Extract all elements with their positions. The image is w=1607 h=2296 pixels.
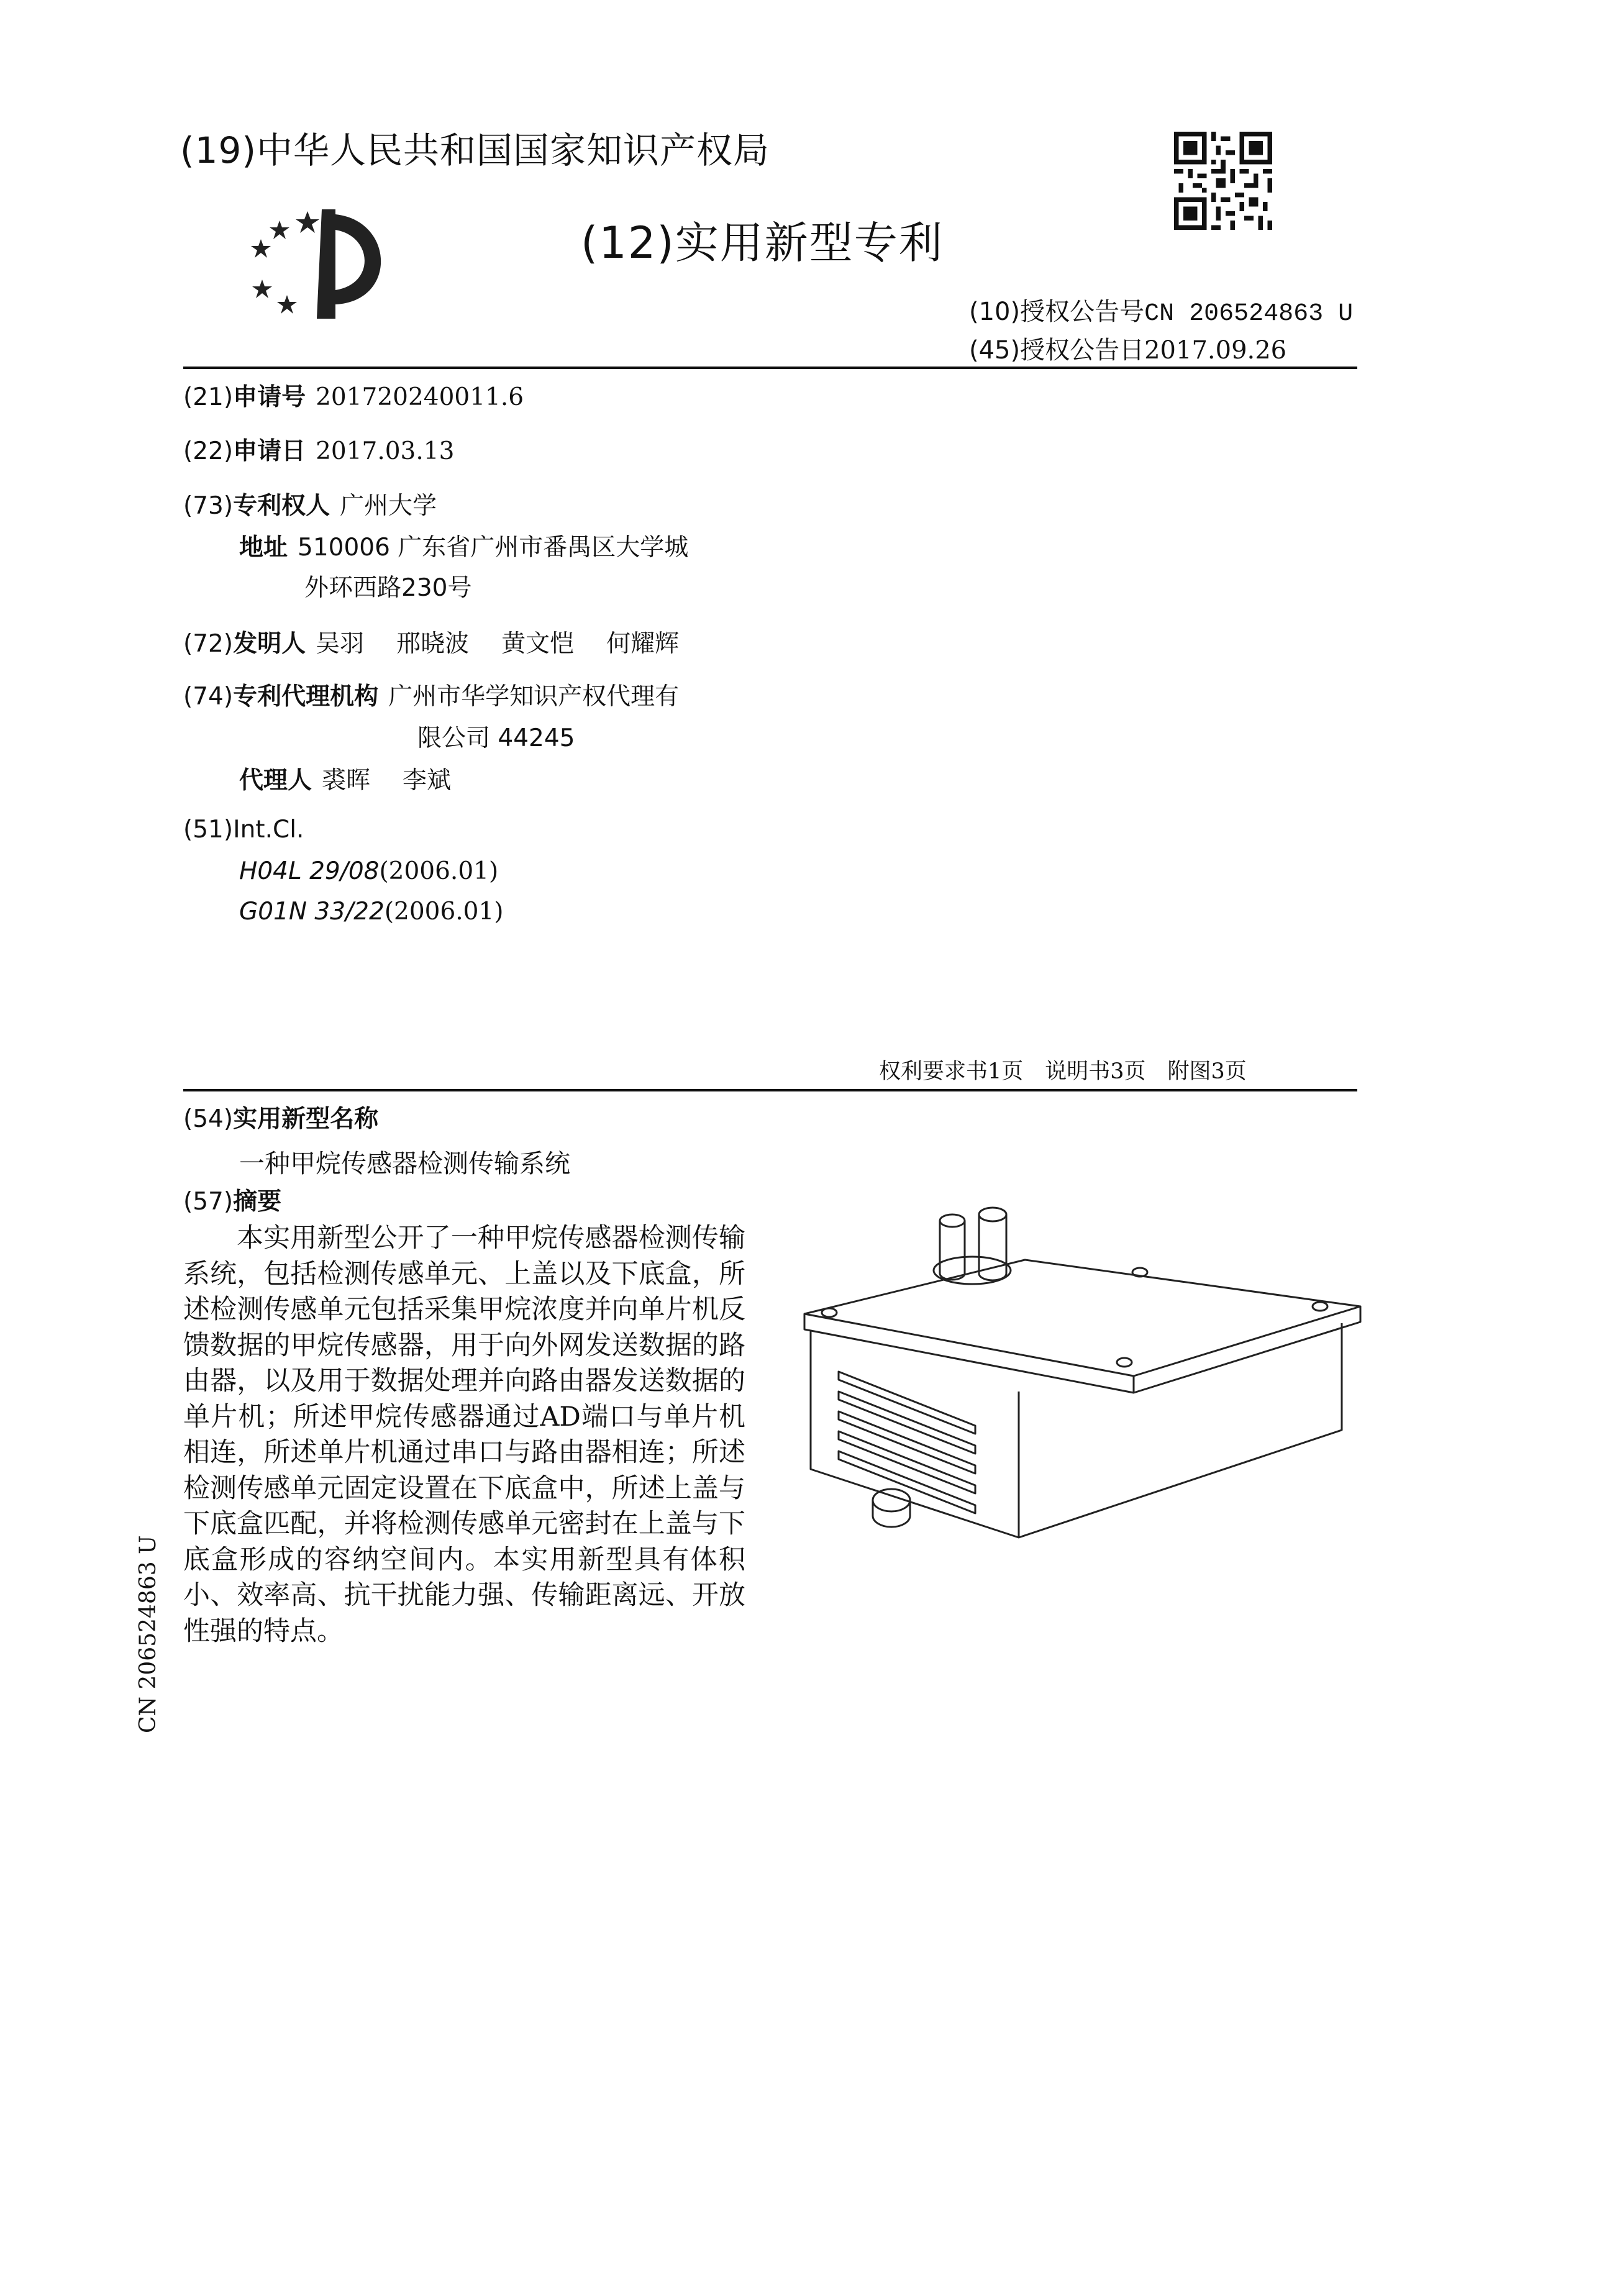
field-label: 地址 (239, 534, 288, 562)
address-line-1: 510006 广东省广州市番禺区大学城 (298, 534, 689, 562)
utility-model-title: 一种甲烷传感器检测传输系统 (239, 1149, 570, 1178)
agent-field (239, 761, 451, 796)
ipc-entry (239, 857, 498, 885)
address-line-2: 外环西路230号 (304, 574, 472, 602)
publication-number (969, 292, 1353, 328)
application-date-field (183, 432, 454, 467)
document-type: (12)实用新型专利 (581, 217, 944, 268)
page-counts: 权利要求书1页 说明书3页 附图3页 (879, 1059, 1247, 1084)
address-field (239, 528, 688, 563)
field-label: 专利权人 (233, 492, 330, 520)
agency-line-2: 限公司 44245 (417, 724, 575, 752)
ipc-entry (239, 898, 504, 926)
publication-date-value: 2017.09.26 (1144, 336, 1287, 365)
field-label: 代理人 (239, 767, 312, 795)
side-publication-code: CN 206524863 U (135, 1535, 161, 1733)
field-value: 广州大学 (340, 492, 437, 520)
ipc-version: (2006.01) (379, 857, 499, 885)
application-number-field (183, 378, 524, 412)
abstract-heading (183, 1182, 281, 1217)
inventor-name: 黄文恺 (501, 630, 575, 658)
field-value: 201720240011.6 (316, 383, 524, 411)
ipc-version: (2006.01) (384, 898, 504, 926)
field-label: 申请号 (233, 383, 306, 411)
field-label: 摘要 (233, 1188, 282, 1216)
field-label: 实用新型名称 (233, 1105, 379, 1133)
inventor-name: 邢晓波 (396, 630, 470, 658)
field-label: 申请日 (233, 437, 306, 465)
field-value: 2017.03.13 (316, 437, 455, 465)
ipc-class: H04L 29/08 (239, 857, 380, 885)
agency-line-1: 广州市华学知识产权代理有 (388, 683, 680, 711)
field-label: Int.Cl. (233, 816, 304, 844)
agency-field (183, 677, 679, 712)
device-drawing (795, 1187, 1373, 1572)
field-code: (72) (183, 630, 234, 658)
field-code: (73) (183, 492, 234, 520)
publication-date (969, 330, 1286, 366)
inventors-field (183, 624, 679, 659)
patentee-field (183, 486, 437, 521)
inventor-name: 吴羽 (316, 630, 365, 658)
ipc-field (183, 816, 304, 844)
field-code: (54) (183, 1105, 234, 1133)
header-divider (183, 367, 1357, 369)
publication-number-value: CN 206524863 U (1144, 300, 1354, 328)
publication-number-label: (10)授权公告号 (969, 298, 1145, 326)
publication-date-label: (45)授权公告日 (969, 336, 1145, 365)
field-code: (22) (183, 437, 234, 465)
field-label: 发明人 (233, 630, 306, 658)
field-code: (21) (183, 383, 234, 411)
field-code: (51) (183, 816, 234, 844)
inventor-name: 何耀辉 (606, 630, 680, 658)
cnipa-logo-icon (248, 208, 398, 326)
field-label: 专利代理机构 (233, 683, 379, 711)
section-divider (183, 1089, 1357, 1091)
issuing-office: (19)中华人民共和国国家知识产权局 (180, 129, 770, 171)
field-code: (74) (183, 683, 234, 711)
agent-name: 李斌 (403, 767, 452, 795)
agent-name: 裘晖 (322, 767, 371, 795)
abstract-text: 本实用新型公开了一种甲烷传感器检测传输系统，包括检测传感单元、上盖以及下底盒，所述检测传感单元包括采集甲烷浓度并向单片机反馈数据的甲烷传感器，用于向外网发送数据的路由器，以及用于数据处理并向路由器发送数据的单片机；所述甲烷传感器通过AD端口与单片机相连，所述单片机通过串口与路由器相连；所述检测传感单元固定设置在下底盒中，所述上盖与下底盒匹配，并将检测传感单元密封在上盖与下底盒形成的容纳空间内。本实用新型具有体积小、效率高、抗干扰能力强、传输距离远、开放性强的特点。 (183, 1223, 745, 1647)
qr-code-icon (1174, 132, 1272, 230)
title-heading (183, 1100, 378, 1134)
field-code: (57) (183, 1188, 234, 1216)
ipc-class: G01N 33/22 (239, 898, 385, 926)
